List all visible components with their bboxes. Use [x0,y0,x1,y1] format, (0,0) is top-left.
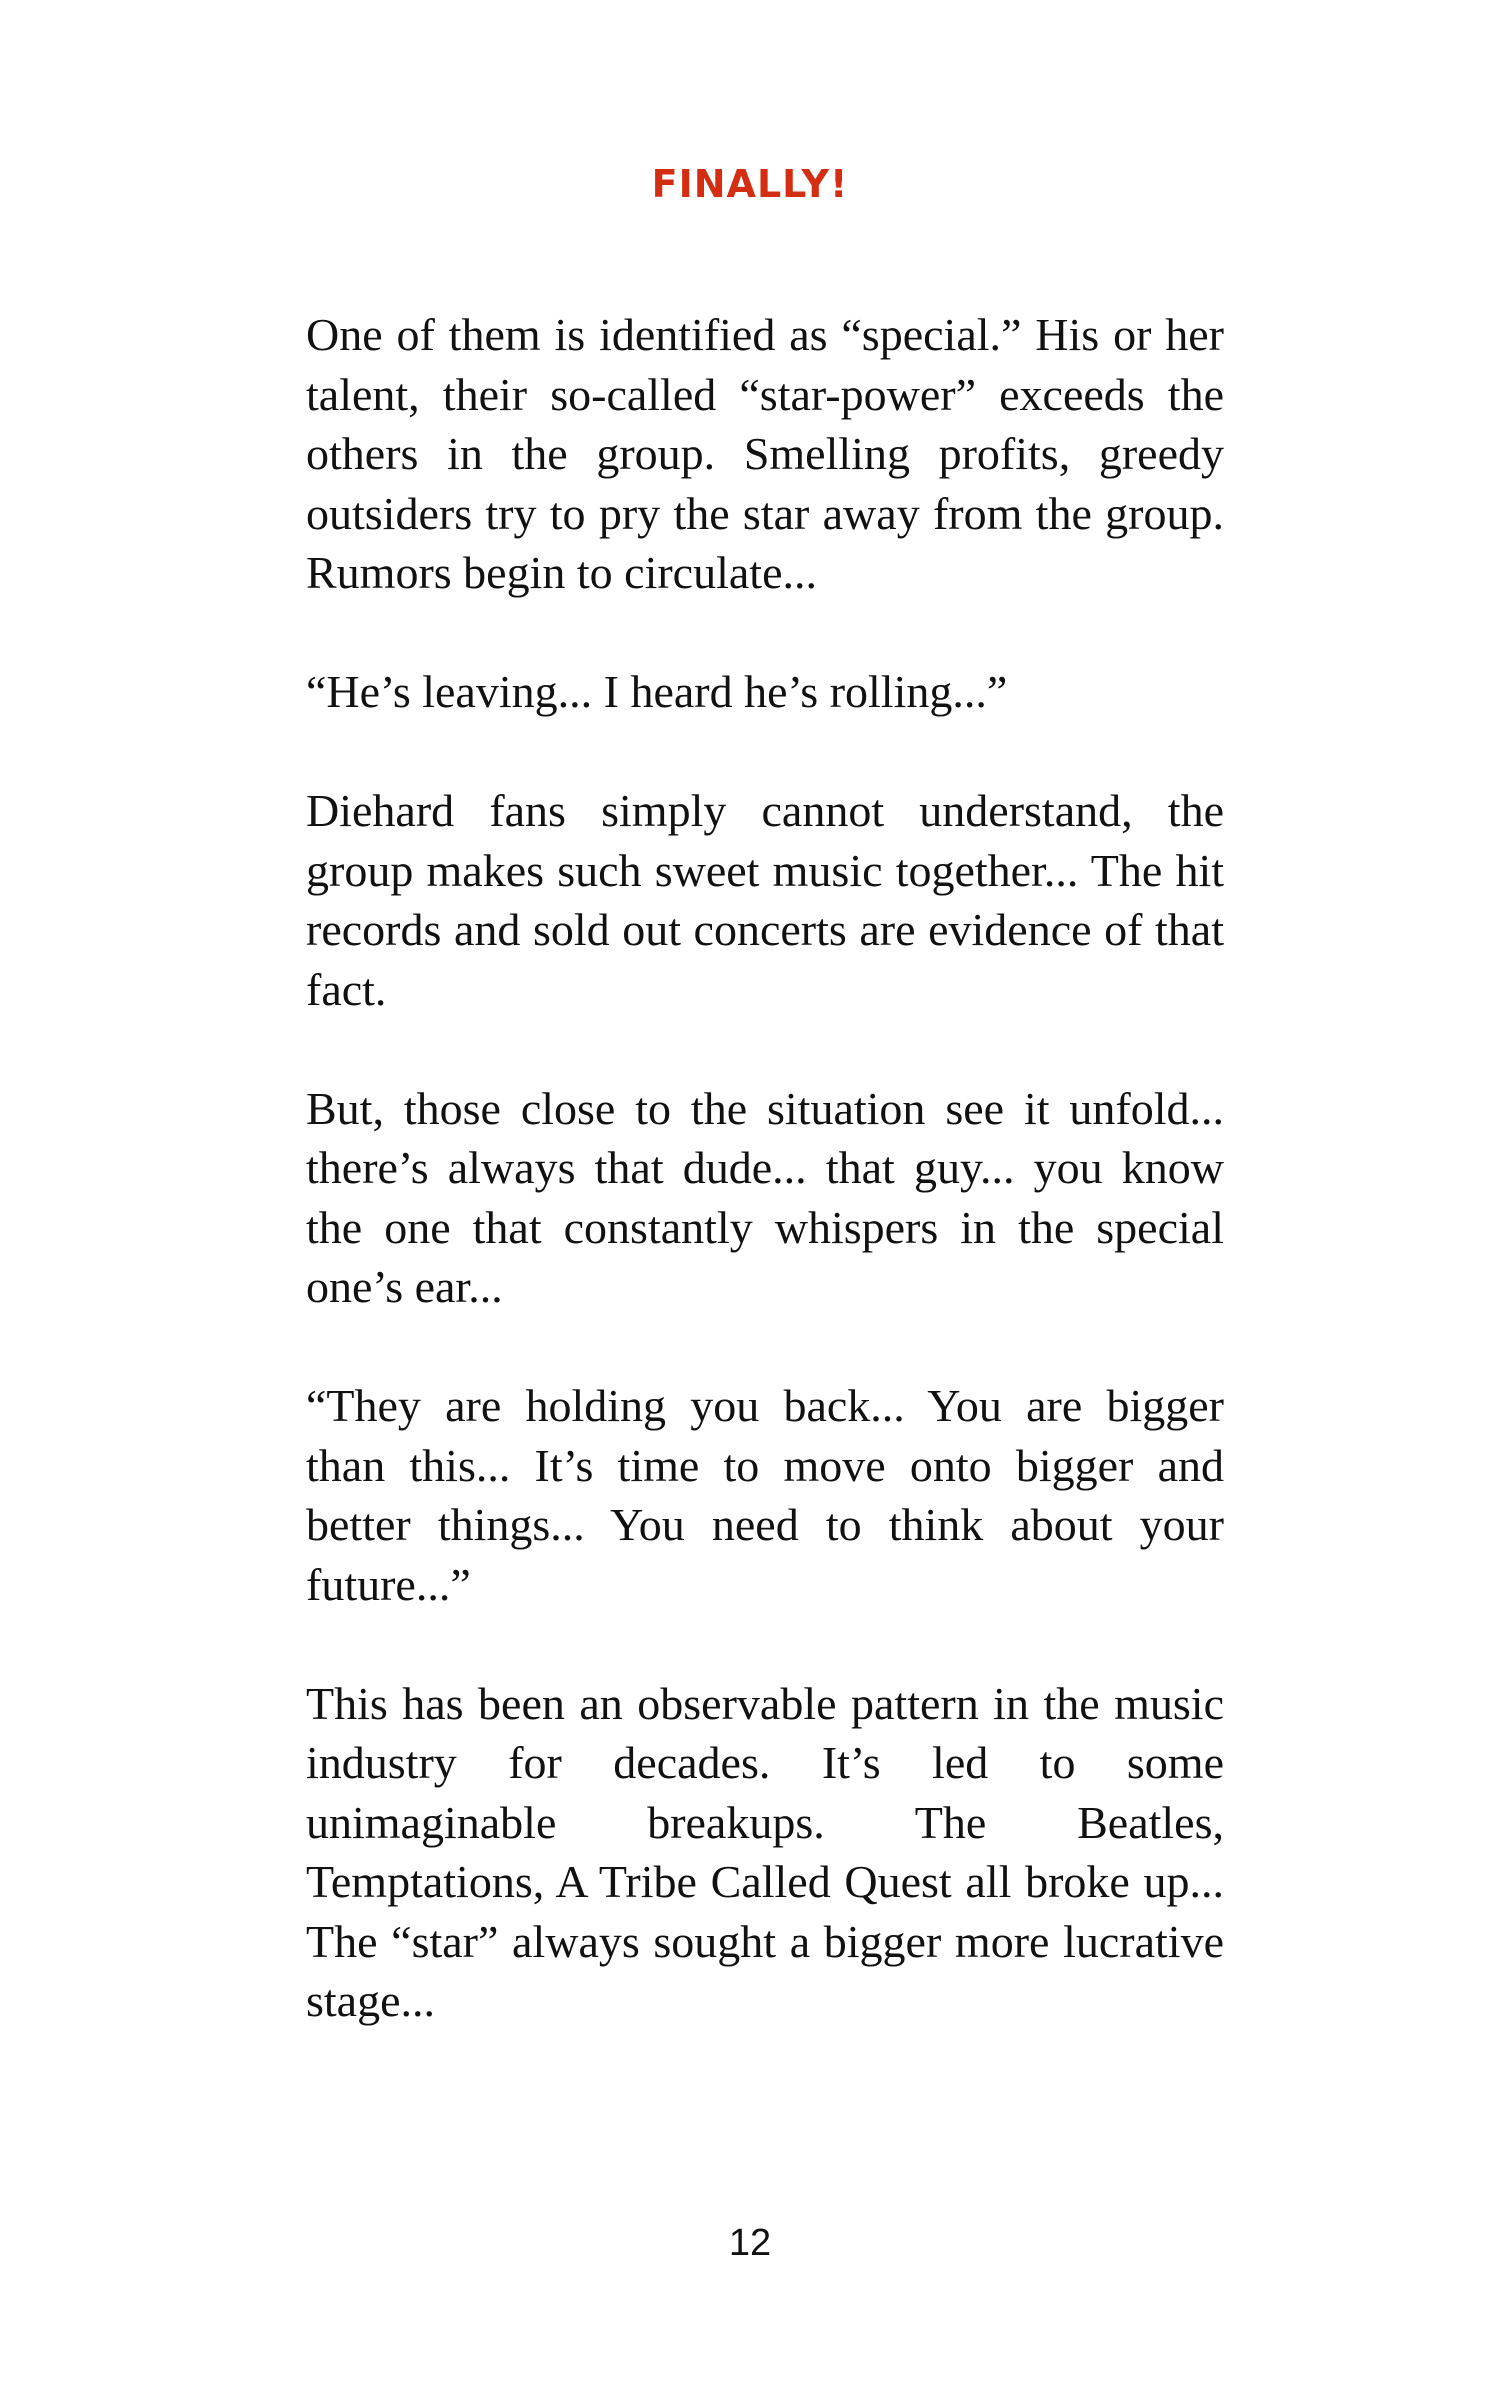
paragraph: Diehard fans simply cannot understand, the group makes such sweet music together... The hit records and sold out concerts are evidence of that fact. [306,785,1224,1015]
body-text [306,305,1224,2090]
paragraph: But, those close to the situation see it unfold... there’s always that dude... that guy... you know the one that constantly whispers in the special one’s ear... [306,1082,1224,1312]
paragraph: “They are holding you back... You are bigger than this... It’s time to move onto bigger and better things... You need to think about your future...” [306,1380,1224,1610]
page-number: 12 [728,2222,772,2264]
paragraph: “He’s leaving... I heard he’s rolling...” [306,666,1008,717]
paragraph: This has been an observable pattern in the music industry for decades. It’s led to some unimaginable breakups. The Beatles, Temptations, A Tribe Called Quest all broke up... The “star” always sought a bigger more lucrative stage... [306,1677,1224,2026]
running-title: FINALLY! [651,162,849,206]
paragraph: One of them is identified as “special.” His or her talent, their so-called “star-power” exceeds the others in the group. Smelling profits, greedy outsiders try to pry the star away from the group. Rumors begin to circulate... [306,309,1224,598]
